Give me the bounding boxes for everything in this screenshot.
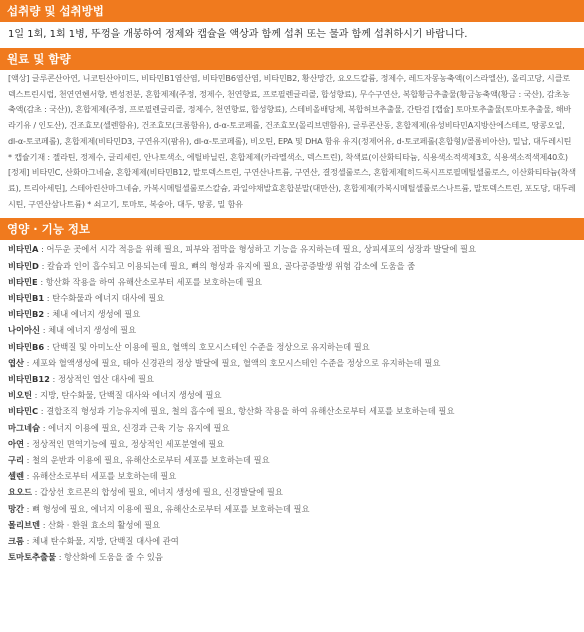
nutrient-row — [8, 322, 576, 338]
nutrient-row — [8, 420, 576, 436]
nutrient-description: : 항산화 작용을 하여 유해산소로부터 세포를 보호하는데 필요 — [37, 276, 262, 287]
nutrient-name: 비타민E — [8, 276, 38, 287]
nutrient-description: : 산화 · 환원 효소의 활성에 필요 — [40, 519, 161, 530]
nutrient-name: 몰리브덴 — [8, 519, 41, 530]
nutrient-name: 비오틴 — [8, 390, 33, 401]
nutrient-name: 엽산 — [8, 357, 25, 368]
nutrient-description: : 철의 운반과 이용에 필요, 유해산소로부터 세포를 보호하는데 필요 — [24, 454, 270, 465]
nutrient-name: 나이아신 — [8, 325, 41, 336]
nutrient-row — [8, 501, 576, 517]
nutrient-row — [8, 241, 576, 257]
nutrient-name: 망간 — [8, 503, 25, 514]
nutrient-name: 요오드 — [8, 487, 33, 498]
nutrient-name: 비타민C — [8, 406, 39, 417]
nutrient-name: 크롬 — [8, 535, 25, 546]
nutrient-name: 토마토추출물 — [8, 552, 57, 563]
usage-section-body — [0, 22, 584, 48]
nutrient-description: : 에너지 이용에 필요, 신경과 근육 기능 유지에 필요 — [40, 422, 230, 433]
nutrient-description: : 결합조직 형성과 기능유지에 필요, 철의 흡수에 필요, 항산화 작용을 하여 유해산소로부터 세포를 보호하는데 필요 — [38, 406, 455, 417]
nutrient-row — [8, 371, 576, 387]
nutrient-row — [8, 355, 576, 371]
usage-text: 1일 1회, 1회 1병, 뚜껑을 개봉하여 정제와 캡슐을 액상과 함께 섭취 또는 물과 함께 섭취하시기 바랍니다. — [8, 29, 468, 40]
nutrient-row — [8, 403, 576, 419]
nutrition-section-body — [0, 240, 584, 565]
nutrient-description: : 세포와 혈액생성에 필요, 태아 신경관의 정상 발달에 필요, 혈액의 호모시스테인 수준을 정상으로 유지하는데 필요 — [24, 357, 441, 368]
nutrient-description: : 정상적인 면역기능에 필요, 정상적인 세포분열에 필요 — [24, 438, 225, 449]
nutrition-section-title: 영양 · 기능 정보 — [0, 218, 584, 240]
nutrient-row — [8, 339, 576, 355]
nutrient-description: : 칼슘과 인이 흡수되고 이용되는데 필요, 뼈의 형성과 유지에 필요, 골다공증발생 위험 감소에 도움을 줌 — [38, 260, 416, 271]
nutrient-name: 아연 — [8, 438, 25, 449]
nutrient-description: : 탄수화물과 에너지 대사에 필요 — [44, 292, 165, 303]
nutrient-name: 비타민A — [8, 244, 39, 255]
ingredients-section-title: 원료 및 함량 — [0, 48, 584, 70]
nutrient-name: 비타민B12 — [8, 373, 50, 384]
nutrient-description: : 단백질 및 아미노산 이용에 필요, 혈액의 호모시스테인 수준을 정상으로 유지하는데 필요 — [44, 341, 370, 352]
nutrient-name: 비타민B1 — [8, 292, 45, 303]
ingredients-section-body — [0, 70, 584, 218]
nutrient-row — [8, 517, 576, 533]
nutrient-row — [8, 274, 576, 290]
nutrient-row — [8, 258, 576, 274]
nutrient-description: : 뼈 형성에 필요, 에너지 이용에 필요, 유해산소로부터 세포를 보호하는데 필요 — [24, 503, 310, 514]
nutrient-row — [8, 468, 576, 484]
nutrient-name: 비타민B6 — [8, 341, 45, 352]
nutrient-description: : 갑상선 호르몬의 합성에 필요, 에너지 생성에 필요, 신경발달에 필요 — [32, 487, 283, 498]
nutrient-name: 비타민D — [8, 260, 39, 271]
ingredients-text: [액상] 글루콘산아연, 니코틴산아미드, 비타민B1염산염, 비타민B6염산염, 비타민B2, 황산망간, 요오드칼륨, 정제수, 레드자몽농축액(이스라엘산), 올리고당, 시클로덱스트린시럽, 천연연헨서향, 변성전분, 혼합제제(주정, 정제수, 천연향료, 프로필렌글리콜, 합성향료), 무수구연산, 복합황금추출물(황금농축액(황금 : 국산), 감초농축액(감초 : 국산)), 혼합제제(주정, 프로필렌글리콜, 정제수, 천연향료, 합성향료), 스테비올배당체, 복합허브추출물, 간탄검 [캡슐] 토마토추출물(토마토추출물, 해바라기유 / 인도산), 건조효모(셀렌함유), 건조효모(크롬함유), d-α-토코페롤, 건조효모(몰리브덴함유), 글루콘산동, 혼합제제(유성비타민A지방산에스테르, 땅콩오일, dl-α-토코페롤), 혼합제제(비타민D3, 구연유지(팜유), dl-α-토코페롤), 비오틴, EPA 및 DHA 함유 유지(정제어유, d-토코페롤(혼합형)/콜롬비아산), 밀납, 대두레시틴 * 캡슐기재 : 젤라틴, 정제수, 글리세린, 안나토색소, 에틸바닐린, 혼합제제(카라멜색소, 덱스트린), 착색료(이산화티타늄, 식용색소적색제3호, 식용색소적색제40호) [정제] 비타민C, 산화마그네슘, 혼합제제(비타민B12, 말토덱스트린, 구연산나트륨, 구연산, 결정셀룰로스, 혼합제제[히드록시프로필메틸셀룰로스, 이산화티타늄(착색료), 트리아세틴], 스테아린산마그네슘, 카복시메틸셀룰로스칼슘, 과일야채발효혼합분말(대만산), 혼합제제(카복시메틸셀룰로스나트륨, 말토덱스트린, 포도당, 대두레시틴, 구연산삼나트륨) * 쇠고기, 토마토, 복숭아, 대두, 땅콩, 밀 함유 — [8, 73, 576, 209]
nutrient-row — [8, 452, 576, 468]
usage-section-title: 섭취량 및 섭취방법 — [0, 0, 584, 22]
nutrient-row — [8, 549, 576, 565]
nutrient-description: : 유해산소로부터 세포를 보호하는데 필요 — [24, 471, 177, 482]
nutrient-description: : 체내 탄수화물, 지방, 단백질 대사에 관여 — [24, 535, 179, 546]
nutrient-description: : 지방, 탄수화물, 단백질 대사와 에너지 생성에 필요 — [32, 390, 222, 401]
nutrient-description: : 어두운 곳에서 시각 적응을 위해 필요, 피부와 점막을 형성하고 기능을 유지하는데 필요, 상피세포의 성장과 발달에 필요 — [38, 244, 477, 255]
nutrient-name: 마그네슘 — [8, 422, 41, 433]
nutrient-description: : 체내 에너지 생성에 필요 — [44, 309, 141, 320]
nutrient-description: : 항산화에 도움을 줄 수 있음 — [56, 552, 163, 563]
nutrient-name: 구리 — [8, 454, 25, 465]
nutrient-list — [8, 240, 576, 565]
nutrient-description: : 정상적인 엽산 대사에 필요 — [49, 373, 155, 384]
nutrient-description: : 체내 에너지 생성에 필요 — [40, 325, 137, 336]
nutrient-name: 비타민B2 — [8, 309, 45, 320]
nutrient-row — [8, 484, 576, 500]
nutrient-name: 셀렌 — [8, 471, 25, 482]
nutrient-row — [8, 436, 576, 452]
nutrient-row — [8, 306, 576, 322]
nutrient-row — [8, 290, 576, 306]
nutrient-row — [8, 387, 576, 403]
nutrient-row — [8, 533, 576, 549]
